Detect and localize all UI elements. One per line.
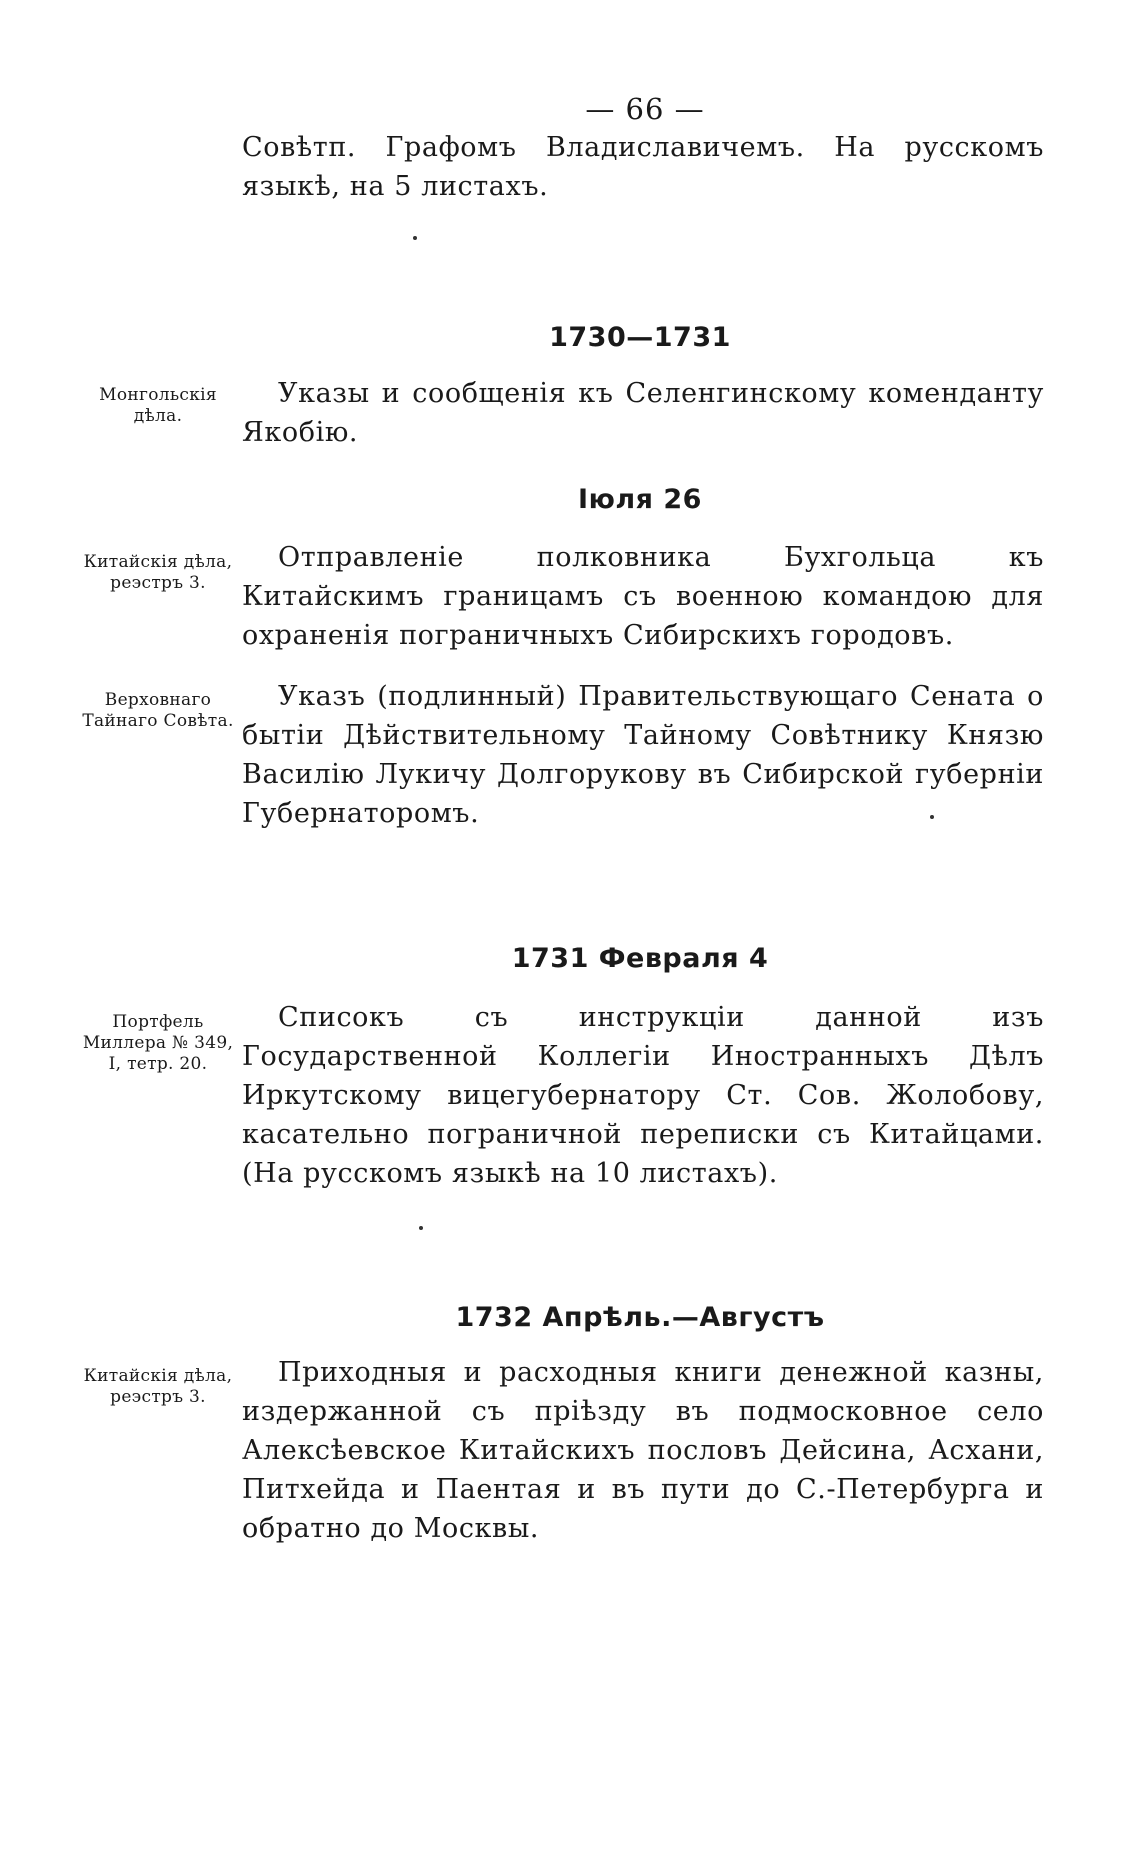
intro-text: Совѣтп. Графомъ Владиславичемъ. На русскомъ языкѣ, на 5 листахъ. [242,132,1044,202]
entry-text: Указъ (подлинный) Правительствующаго Сената о бытіи Дѣйствительному Тайному Совѣтнику Князю Василію Лукичу Долгорукову въ Сибирской губерніи Губернаторомъ. [242,681,1044,829]
print-speck [930,815,934,819]
print-speck [419,1226,423,1230]
entry-text: Приходныя и расходныя книги денежной казны, издержанной съ пріѣзду въ подмосковное село Алексѣевское Китайскихъ пословъ Дейсина, Асхани, Питхейда и Паентая и въ пути до С.-Петербурга и обратно до Москвы. [242,1357,1044,1544]
section-heading-1731-feb-4: 1731 Февраля 4 [511,943,769,974]
margin-note-supreme-privy-council: Верховнаго Тайнаго Совѣта. [82,690,234,731]
section-heading-1732-april-august: 1732 Апрѣль.—Августъ [455,1302,825,1333]
entry-text: Списокъ съ инструкціи данной изъ Государственной Коллегіи Иностранныхъ Дѣлъ Иркутскому вицегубернатору Ст. Сов. Жолобову, касательно пограничной переписки съ Китайцами. (На русскомъ языкѣ на 10 листахъ). [242,1002,1044,1189]
margin-note-chinese-affairs: Китайскія дѣла, реэстръ 3. [83,1366,233,1407]
intro-continuation [242,128,1044,206]
entry-instruction-copy [242,998,1044,1193]
margin-note-miller-portfolio: Портфель Миллера № 349, I, тетр. 20. [82,1012,234,1074]
print-speck [413,236,417,240]
section-heading-july-26: Іюля 26 [578,484,702,515]
page-number: — 66 — [585,92,705,126]
margin-note-chinese-affairs: Китайскія дѣла, реэстръ 3. [83,552,233,593]
margin-note-mongolian: Монгольскія дѣла. [99,385,217,426]
entry-text: Указы и сообщенія къ Селенгинскому коменданту Якобію. [242,378,1044,448]
section-heading-1730-1731: 1730—1731 [549,322,731,353]
entry-text: Отправленіе полковника Бухгольца къ Китайскимъ границамъ съ военною командою для охраненія пограничныхъ Сибирскихъ городовъ. [242,542,1044,651]
entry-treasury-books [242,1353,1044,1548]
entry-mongolian-decrees [242,374,1044,452]
entry-bucholz-dispatch [242,538,1044,655]
entry-senate-decree [242,677,1044,833]
